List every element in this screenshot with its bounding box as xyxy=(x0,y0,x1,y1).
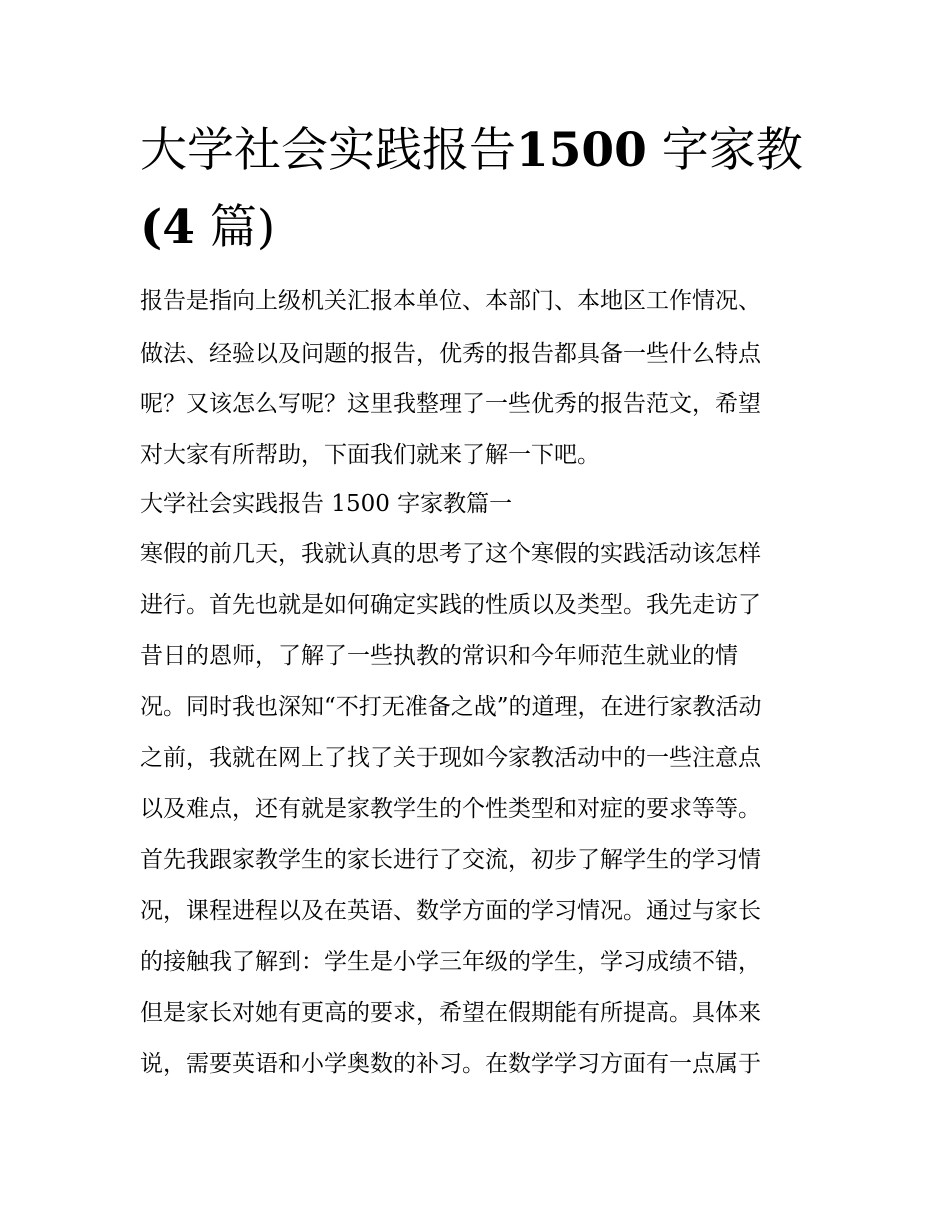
title-number: 1500 xyxy=(516,123,647,178)
text-line: 呢？又该怎么写呢？这里我整理了一些优秀的报告范文，希望 xyxy=(140,391,761,417)
text-line: 的接触我了解到：学生是小学三年级的学生，学习成绩不错， xyxy=(140,949,761,975)
title-text-suffix: 字家教 xyxy=(646,123,803,178)
text-line: 进行。首先也就是如何确定实践的性质以及类型。我先走访了 xyxy=(140,592,761,618)
text-line: 但是家长对她有更高的要求，希望在假期能有所提高。具体来 xyxy=(140,1000,761,1026)
text-line: 对大家有所帮助，下面我们就来了解一下吧。 xyxy=(140,442,600,468)
text-line: 况。同时我也深知“不打无准备之战”的道理，在进行家教活动 xyxy=(140,694,762,720)
text-line: 首先我跟家教学生的家长进行了交流，初步了解学生的学习情 xyxy=(140,847,761,873)
text-line: 报告是指向上级机关汇报本单位、本部门、本地区工作情况、 xyxy=(140,288,761,314)
title-count: 4 xyxy=(162,200,195,255)
page-title xyxy=(140,112,820,266)
text-line: 说，需要英语和小学奥数的补习。在数学学习方面有一点属于 xyxy=(140,1051,761,1077)
section-heading: 大学社会实践报告 1500 字家教篇一 xyxy=(140,491,513,517)
text-line: 昔日的恩师，了解了一些执教的常识和今年师范生就业的情 xyxy=(140,643,738,669)
text-line: 况，课程进程以及在英语、数学方面的学习情况。通过与家长 xyxy=(140,898,761,924)
text-line: 寒假的前几天，我就认真的思考了这个寒假的实践活动该怎样 xyxy=(140,541,761,567)
text-line: 以及难点，还有就是家教学生的个性类型和对症的要求等等。 xyxy=(140,796,761,822)
title-count-suffix: 篇) xyxy=(194,200,276,255)
text-line: 做法、经验以及问题的报告，优秀的报告都具备一些什么特点 xyxy=(140,341,761,367)
title-paren-open: ( xyxy=(140,200,163,255)
title-text: 大学社会实践报告 xyxy=(140,123,516,178)
text-line: 之前，我就在网上了找了关于现如今家教活动中的一些注意点 xyxy=(140,745,761,771)
